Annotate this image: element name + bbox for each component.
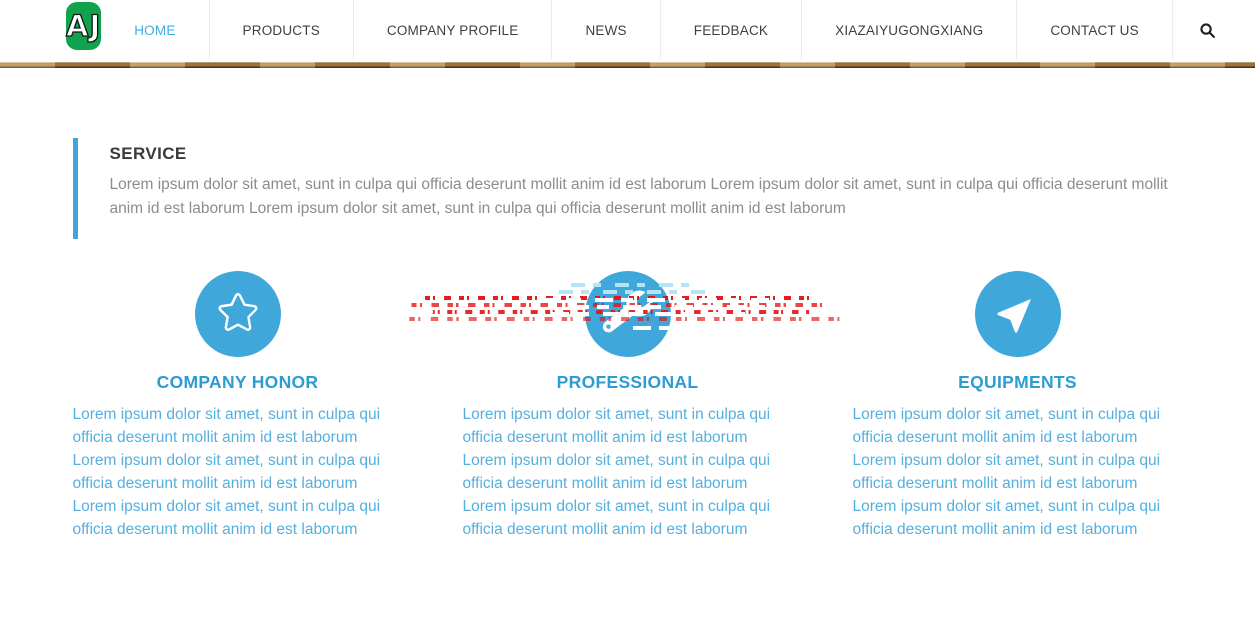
nav-item-news[interactable]: NEWS bbox=[551, 0, 659, 60]
paper-plane-icon bbox=[996, 290, 1040, 339]
feature-body: Lorem ipsum dolor sit amet, sunt in culpa qui officia deserunt mollit anim id est laborum Lorem ipsum dolor sit amet, sunt in culpa qui officia deserunt mollit anim id est laborum Lorem ipsum dolor sit amet, sunt in culpa qui officia deserunt mollit anim id est laborum bbox=[72, 406, 381, 538]
nav-item-home[interactable]: HOME bbox=[134, 22, 176, 38]
star-half-icon bbox=[215, 289, 261, 340]
feature-body: Lorem ipsum dolor sit amet, sunt in culpa qui officia deserunt mollit anim id est laborum Lorem ipsum dolor sit amet, sunt in culpa qui officia deserunt mollit anim id est laborum Lorem ipsum dolor sit amet, sunt in culpa qui officia deserunt mollit anim id est laborum bbox=[462, 406, 771, 538]
banner-strip bbox=[0, 62, 1255, 68]
nav-item-company-profile[interactable]: COMPANY PROFILE bbox=[353, 0, 552, 60]
features-section bbox=[73, 271, 1183, 541]
equipments-icon-circle bbox=[975, 271, 1061, 357]
feature-company-honor bbox=[73, 271, 403, 541]
main-content bbox=[73, 138, 1183, 541]
service-title: SERVICE bbox=[109, 144, 187, 163]
top-nav-bar bbox=[0, 0, 1255, 60]
logo-text: AJ bbox=[66, 9, 102, 43]
main-nav bbox=[101, 0, 1242, 60]
professional-icon-circle bbox=[585, 271, 671, 357]
feature-professional bbox=[463, 271, 793, 541]
feature-title: EQUIPMENTS bbox=[958, 372, 1077, 392]
company-honor-icon-circle bbox=[195, 271, 281, 357]
feature-title: PROFESSIONAL bbox=[556, 372, 699, 392]
service-description: Lorem ipsum dolor sit amet, sunt in culpa qui officia deserunt mollit anim id est laborum Lorem ipsum dolor sit amet, sunt in culpa qui officia deserunt mollit anim id est laborum Lorem ipsum dolor sit amet, sunt in culpa qui officia deserunt mollit anim id est laborum bbox=[109, 176, 1168, 217]
nav-item-products[interactable]: PRODUCTS bbox=[209, 0, 353, 60]
magnifier-icon bbox=[1199, 22, 1216, 39]
service-section bbox=[73, 138, 1183, 239]
feature-title: COMPANY HONOR bbox=[156, 372, 319, 392]
site-logo[interactable] bbox=[66, 2, 101, 50]
nav-item-xiazaiyugongxiang[interactable]: XIAZAIYUGONGXIANG bbox=[801, 0, 1016, 60]
nav-item-feedback[interactable]: FEEDBACK bbox=[660, 0, 801, 60]
search-button[interactable] bbox=[1172, 0, 1242, 60]
nav-item-contact-us[interactable]: CONTACT US bbox=[1016, 0, 1172, 60]
feature-equipments bbox=[853, 271, 1183, 541]
wrench-icon bbox=[605, 289, 651, 340]
feature-body: Lorem ipsum dolor sit amet, sunt in culpa qui officia deserunt mollit anim id est laborum Lorem ipsum dolor sit amet, sunt in culpa qui officia deserunt mollit anim id est laborum Lorem ipsum dolor sit amet, sunt in culpa qui officia deserunt mollit anim id est laborum bbox=[852, 406, 1161, 538]
